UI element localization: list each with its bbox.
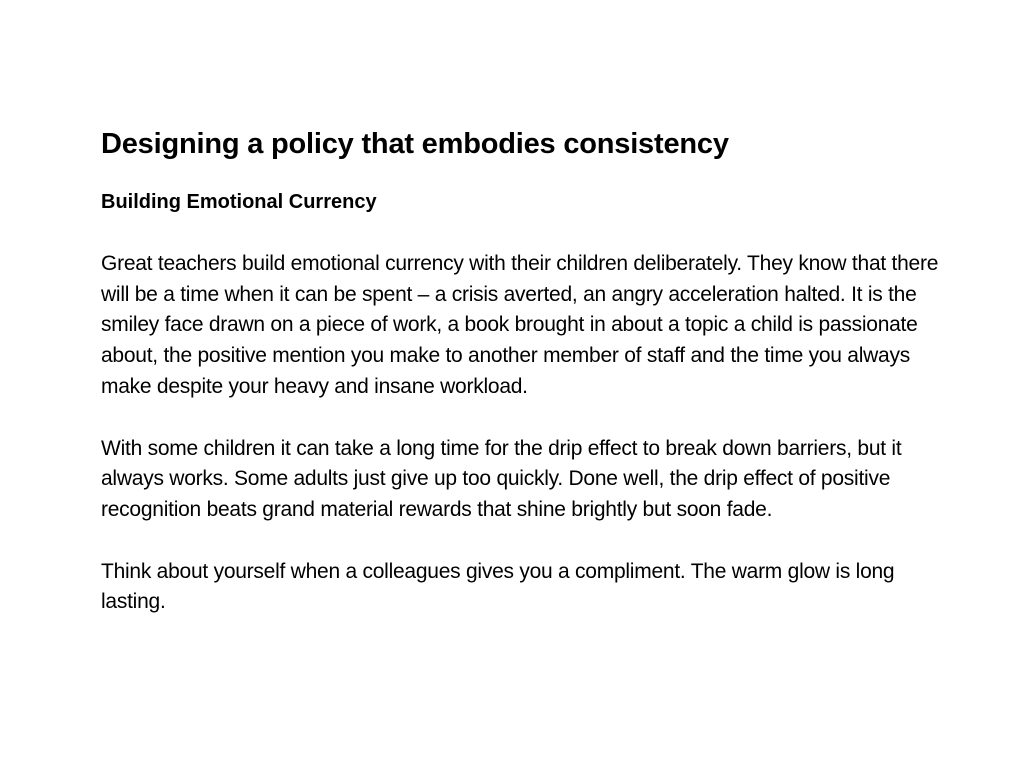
paragraph-drip-effect: With some children it can take a long time for the drip effect to break down barriers, but it always works. Some adults just give up too quickly. Done well, the drip effect of positive recognition beats grand material rewards that shine brightly but soon fade. xyxy=(101,436,902,521)
paragraph-compliment: Think about yourself when a colleagues gives you a compliment. The warm glow is long lasting. xyxy=(101,559,895,614)
slide-content xyxy=(101,124,961,618)
section-heading: Building Emotional Currency xyxy=(101,191,377,213)
paragraph-emotional-currency: Great teachers build emotional currency with their children deliberately. They know that there will be a time when it can be spent – a crisis averted, an angry acceleration halted. It is the smiley face drawn on a piece of work, a book brought in about a topic a child is passionate about, the positive mention you make to another member of staff and the time you always make despite your heavy and insane workload. xyxy=(101,252,939,398)
slide-title: Designing a policy that embodies consistency xyxy=(101,128,729,160)
